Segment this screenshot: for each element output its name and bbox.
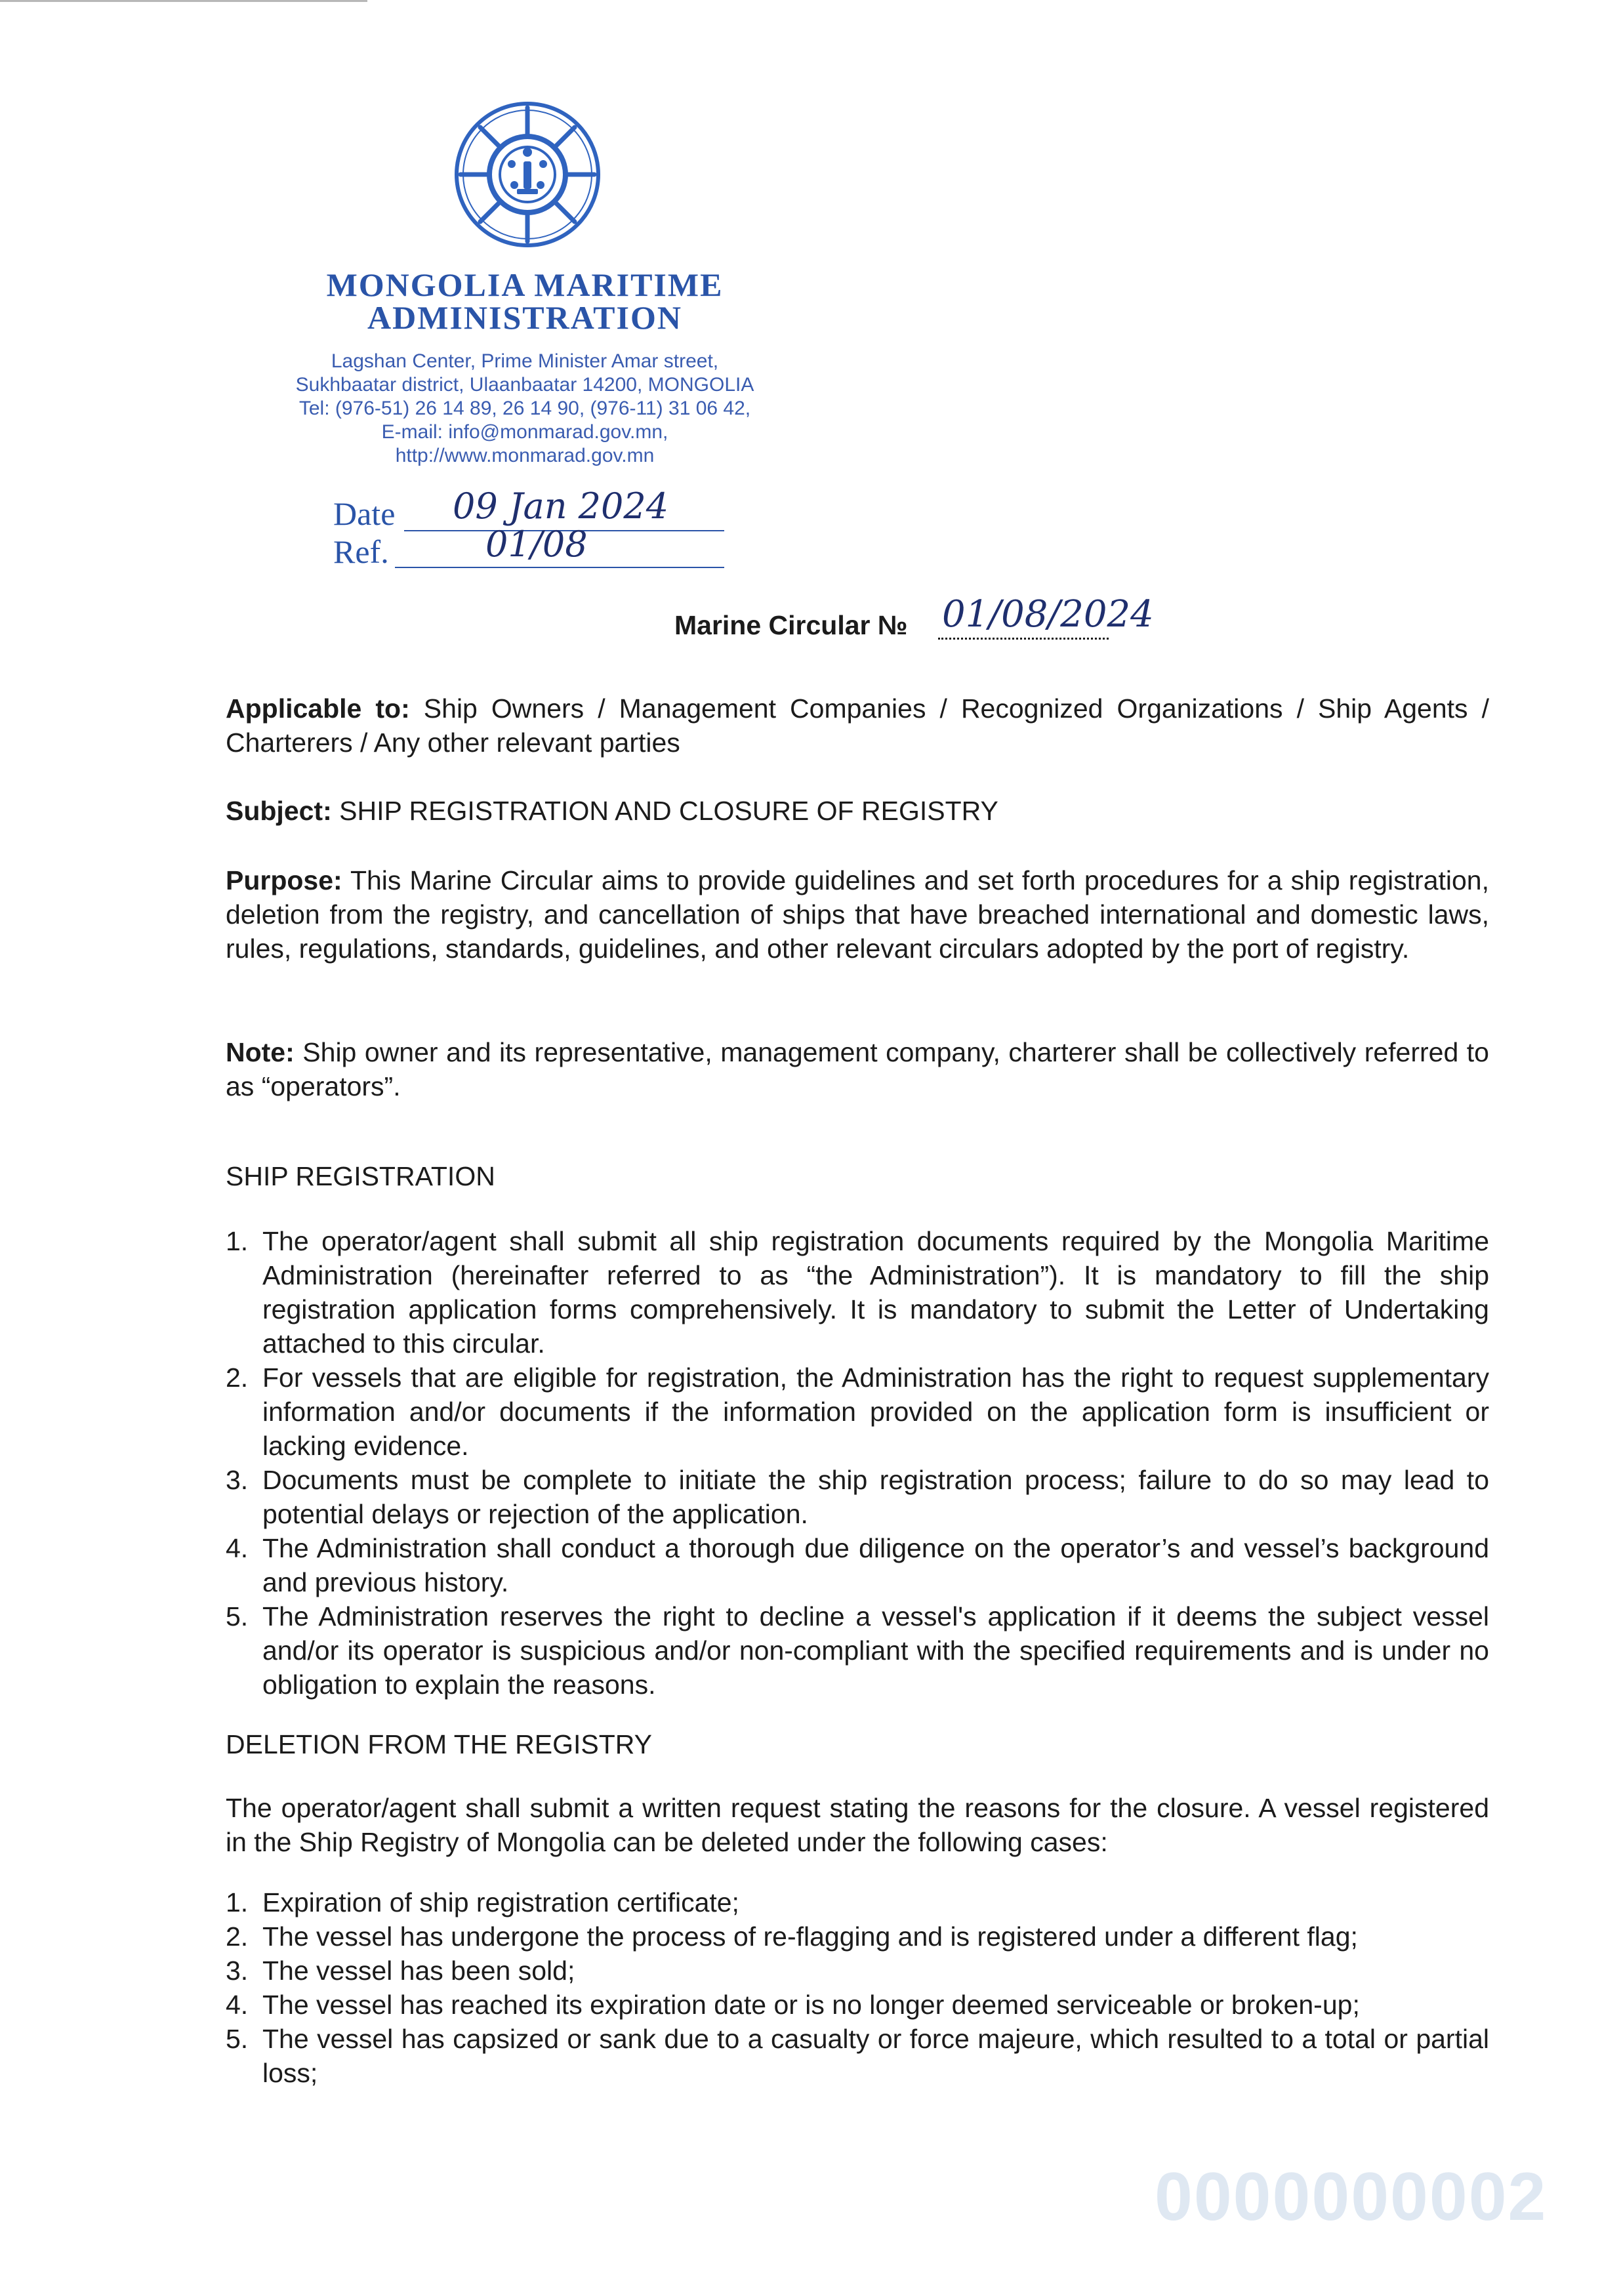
list-item bbox=[226, 1224, 1489, 1361]
list-item-number: 2. bbox=[226, 1921, 249, 1952]
list-item-number: 3. bbox=[226, 1956, 249, 1986]
list-item bbox=[226, 1361, 1489, 1463]
list-item-number: 1. bbox=[226, 1226, 249, 1256]
website-line: http://www.monmarad.gov.mn bbox=[395, 445, 655, 466]
list-item-number: 5. bbox=[226, 1601, 249, 1631]
list-item-text: The vessel has undergone the process of re-flagging and is registered under a different flag; bbox=[262, 1921, 1358, 1952]
subject-label: Subject: bbox=[226, 796, 332, 826]
list-item-number: 4. bbox=[226, 1533, 249, 1563]
circular-number-dotted-line bbox=[938, 638, 1109, 640]
note-label: Note: bbox=[226, 1037, 295, 1067]
list-item-text: The vessel has reached its expiration date or is no longer deemed serviceable or broken-up; bbox=[262, 1990, 1360, 2020]
organization-name-line2: ADMINISTRATION bbox=[367, 299, 682, 336]
list-item bbox=[226, 1988, 1489, 2022]
applicable-to-paragraph bbox=[226, 691, 1489, 760]
deletion-intro-paragraph: The operator/agent shall submit a written request stating the reasons for the closure. A vessel registered in the Ship Registry of Mongolia can be deleted under the following cases: bbox=[226, 1793, 1489, 1857]
subject-paragraph bbox=[226, 794, 1489, 828]
page-number-stamp: 0000000002 bbox=[1155, 2159, 1548, 2235]
list-item-number: 2. bbox=[226, 1363, 249, 1393]
organization-name-line1: MONGOLIA MARITIME bbox=[326, 266, 724, 303]
list-item-number: 3. bbox=[226, 1465, 249, 1495]
ref-label: Ref. bbox=[333, 533, 389, 570]
applicable-to-label: Applicable to: bbox=[226, 693, 410, 724]
note-text: Ship owner and its representative, management company, charterer shall be collectively referred to as “operators”. bbox=[226, 1037, 1489, 1101]
email-line: E-mail: info@monmarad.gov.mn, bbox=[381, 421, 668, 443]
list-item-text: The operator/agent shall submit all ship registration documents required by the Mongolia Maritime Administration (hereinafter referred to as “the Administration”). It is mandatory to fill the ship registration application forms comprehensively. It is mandatory to submit the Letter of Undertaking attached to this circular. bbox=[262, 1226, 1489, 1359]
ship-wheel-logo-icon bbox=[451, 98, 604, 251]
list-item-text: Documents must be complete to initiate the ship registration process; failure to do so may lead to potential delays or rejection of the application. bbox=[262, 1465, 1489, 1529]
list-item bbox=[226, 1954, 1489, 1988]
address-line: Sukhbaatar district, Ulaanbaatar 14200, MONGOLIA bbox=[295, 374, 754, 396]
purpose-paragraph bbox=[226, 863, 1489, 966]
list-item-number: 4. bbox=[226, 1990, 249, 2020]
deletion-heading: DELETION FROM THE REGISTRY bbox=[226, 1729, 653, 1759]
list-item-text: The vessel has capsized or sank due to a casualty or force majeure, which resulted to a total or partial loss; bbox=[262, 2024, 1489, 2088]
list-item bbox=[226, 1599, 1489, 1702]
deletion-cases-list bbox=[226, 1885, 1489, 2090]
date-handwritten: 09 Jan 2024 bbox=[453, 485, 669, 527]
purpose-label: Purpose: bbox=[226, 865, 342, 895]
list-item-text: For vessels that are eligible for registration, the Administration has the right to request supplementary information and/or documents if the information provided on the application form is insufficient or lacking evidence. bbox=[262, 1363, 1489, 1461]
list-item-text: The vessel has been sold; bbox=[262, 1956, 575, 1986]
list-item-text: The Administration reserves the right to decline a vessel's application if it deems the subject vessel and/or its operator is suspicious and/or non-compliant with the specified requirements and is under no obligation to explain the reasons. bbox=[262, 1601, 1489, 1700]
ship-registration-list bbox=[226, 1224, 1489, 1702]
purpose-text: This Marine Circular aims to provide guidelines and set forth procedures for a ship registration, deletion from the registry, and cancellation of ships that have breached international and domestic laws, rules, regulations, standards, guidelines, and other relevant circulars adopted by the port of registry. bbox=[226, 865, 1489, 964]
list-item bbox=[226, 1885, 1489, 1919]
scan-edge-line bbox=[0, 0, 367, 2]
ref-handwritten: 01/08 bbox=[485, 523, 588, 565]
circular-number-handwritten: 01/08/2024 bbox=[942, 593, 1154, 636]
applicable-to-text: Ship Owners / Management Companies / Recognized Organizations / Ship Agents / Charterers / Any other relevant parties bbox=[226, 693, 1489, 758]
subject-text: SHIP REGISTRATION AND CLOSURE OF REGISTRY bbox=[339, 796, 998, 826]
address-line: Lagshan Center, Prime Minister Amar street, bbox=[331, 350, 719, 372]
ship-registration-heading: SHIP REGISTRATION bbox=[226, 1161, 495, 1191]
ref-underline bbox=[395, 567, 724, 568]
marine-circular-label: Marine Circular № bbox=[674, 610, 908, 640]
list-item-text: Expiration of ship registration certificate; bbox=[262, 1887, 739, 1917]
list-item bbox=[226, 1919, 1489, 1954]
phone-line: Tel: (976-51) 26 14 89, 26 14 90, (976-11) 31 06 42, bbox=[298, 398, 751, 419]
list-item-text: The Administration shall conduct a thorough due diligence on the operator’s and vessel’s background and previous history. bbox=[262, 1533, 1489, 1597]
list-item-number: 5. bbox=[226, 2024, 249, 2054]
list-item bbox=[226, 2022, 1489, 2090]
note-paragraph bbox=[226, 1035, 1489, 1103]
date-label: Date bbox=[333, 495, 396, 532]
list-item-number: 1. bbox=[226, 1887, 249, 1917]
list-item bbox=[226, 1531, 1489, 1599]
list-item bbox=[226, 1463, 1489, 1531]
